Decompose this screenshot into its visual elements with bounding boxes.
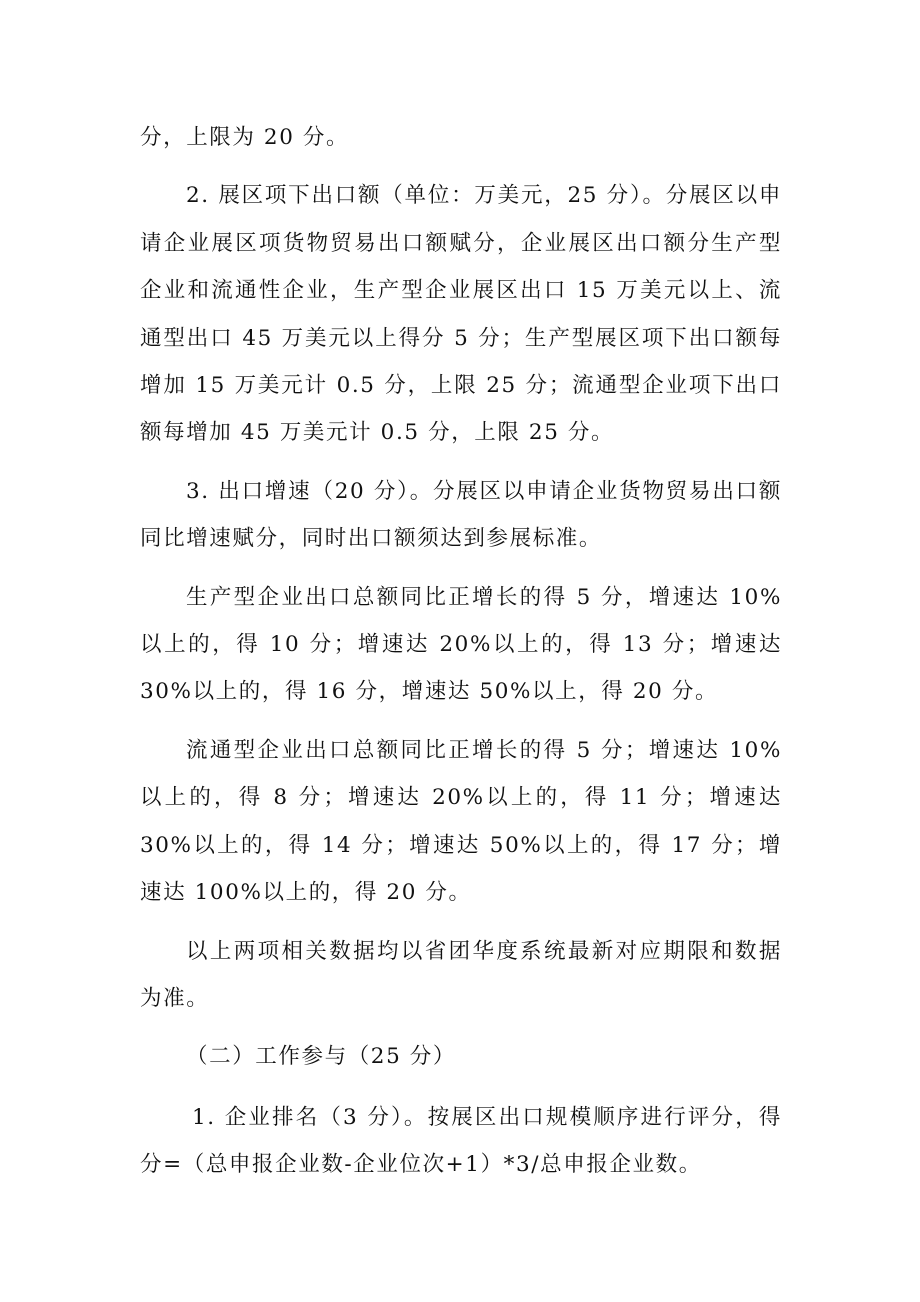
paragraph-export-growth: 3. 出口增速（20 分）。分展区以申请企业货物贸易出口额同比增速赋分，同时出口额须达到参展标准。 xyxy=(140,478,782,552)
section-heading-work-participation: （二）工作参与（25 分） xyxy=(186,1044,456,1070)
paragraph-circulation-growth: 流通型企业出口总额同比正增长的得 5 分；增速达 10%以上的，得 8 分；增速达 20%以上的，得 11 分；增速达 30%以上的，得 14 分；增速达 50%以上的，得 17 分；增速达 100%以上的，得 20 分。 xyxy=(140,737,782,906)
paragraph-score-cap: 分，上限为 20 分。 xyxy=(140,125,350,150)
paragraph-export-amount: 2. 展区项下出口额（单位：万美元，25 分）。分展区以申请企业展区项货物贸易出口额赋分，企业展区出口额分生产型企业和流通性企业，生产型企业展区出口 15 万美元以上、流通型出口 45 万美元以上得分 5 分；生产型展区项下出口额每增加 15 万美元计 0.5 分，上限 25 分；流通型企业项下出口额每增加 45 万美元计 0.5 分，上限 25 分。 xyxy=(140,183,782,446)
paragraph-production-growth: 生产型企业出口总额同比正增长的得 5 分，增速达 10%以上的，得 10 分；增速达 20%以上的，得 13 分；增速达 30%以上的，得 16 分，增速达 50%以上，得 20 分。 xyxy=(140,584,782,705)
document-page xyxy=(140,114,782,1189)
paragraph-data-source: 以上两项相关数据均以省团华度系统最新对应期限和数据为准。 xyxy=(140,938,782,1011)
paragraph-enterprise-ranking: 1. 企业排名（3 分）。按展区出口规模顺序进行评分，得分=（总申报企业数-企业位次+1）*3/总申报企业数。 xyxy=(140,1104,782,1178)
